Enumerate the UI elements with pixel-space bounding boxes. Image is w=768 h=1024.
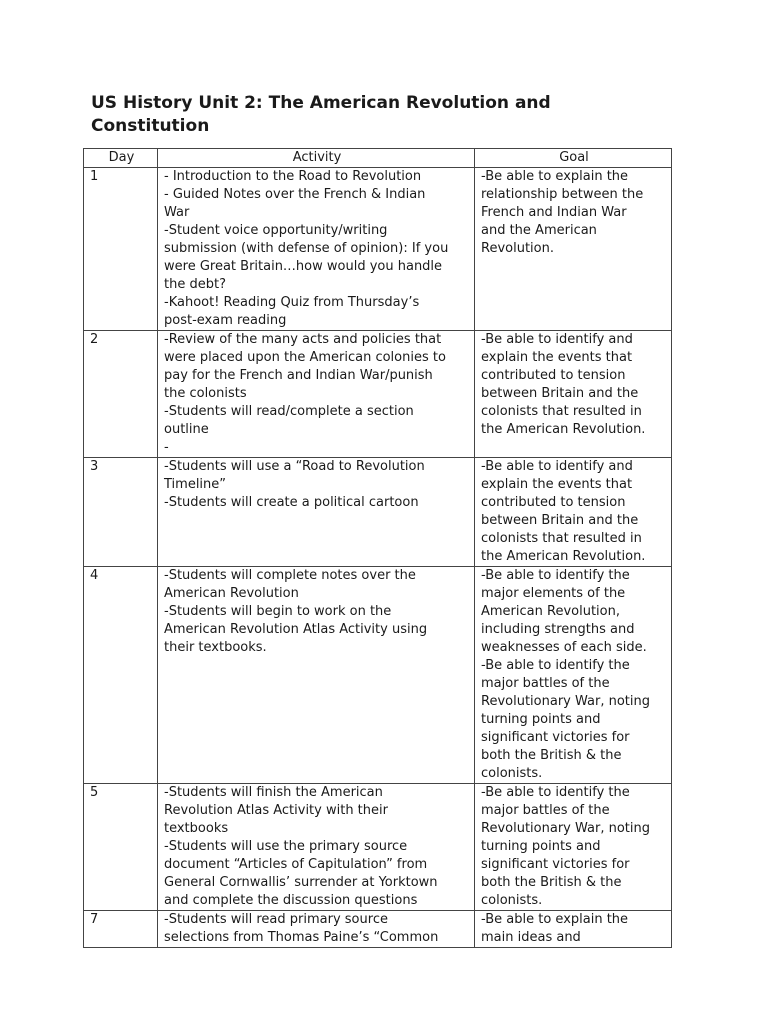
activity-line: the colonists [164,386,247,401]
activity-line: - Introduction to the Road to Revolution [164,169,422,184]
goal-line: both the British & the [481,875,622,890]
goal-line: between Britain and the [481,386,639,401]
goal-cell [475,458,672,567]
goal-cell [475,784,672,911]
page-title: US History Unit 2: The American Revolution and Constitution [91,93,551,136]
goal-line: significant victories for [481,857,630,872]
activity-line: -Students will create a political cartoon [164,495,419,510]
goal-line: -Be able to identify the [481,785,630,800]
table-row [84,168,672,331]
goal-line: French and Indian War [481,205,627,220]
goal-line: Revolutionary War, noting [481,821,650,836]
goal-line: and the American [481,223,597,238]
activity-line: -Students will complete notes over the [164,568,416,583]
goal-line: -Be able to explain the [481,169,629,184]
goal-line: relationship between the [481,187,644,202]
activity-line: -Students will finish the American [164,785,383,800]
goal-cell [475,911,672,948]
goal-line: turning points and [481,712,601,727]
goal-line: Revolutionary War, noting [481,694,650,709]
goal-line: main ideas and [481,930,581,945]
day-cell: 1 [84,168,158,331]
activity-line: War [164,205,190,220]
activity-line: textbooks [164,821,229,836]
goal-line: colonists. [481,766,543,781]
activity-cell [158,331,475,458]
day-cell: 7 [84,911,158,948]
goal-line: explain the events that [481,477,633,492]
table-row [84,911,672,948]
goal-line: Revolution. [481,241,554,256]
table-header-row [84,149,672,168]
goal-line: contributed to tension [481,368,626,383]
table-row [84,784,672,911]
goal-line: major battles of the [481,676,610,691]
activity-line: Timeline” [164,477,227,492]
goal-line: American Revolution, [481,604,620,619]
activity-line: were Great Britain…how would you handle [164,259,443,274]
activity-line: submission (with defense of opinion): If you [164,241,449,256]
goal-line: -Be able to explain the [481,912,629,927]
goal-line: the American Revolution. [481,422,646,437]
activity-cell [158,168,475,331]
activity-line: - Guided Notes over the French & Indian [164,187,426,202]
goal-line: colonists. [481,893,543,908]
activity-line: -Review of the many acts and policies that [164,332,442,347]
activity-cell [158,458,475,567]
goal-cell [475,567,672,784]
activity-line: pay for the French and Indian War/punish [164,368,433,383]
activity-cell [158,567,475,784]
day-cell: 3 [84,458,158,567]
activity-cell [158,911,475,948]
header-day: Day [84,149,158,168]
goal-line: -Be able to identify the [481,658,630,673]
activity-line: General Cornwallis’ surrender at Yorktown [164,875,438,890]
goal-line: -Be able to identify and [481,459,633,474]
activity-line: American Revolution Atlas Activity using [164,622,428,637]
activity-line: outline [164,422,209,437]
table-row [84,458,672,567]
goal-line: the American Revolution. [481,549,646,564]
day-cell: 4 [84,567,158,784]
goal-line: colonists that resulted in [481,404,642,419]
day-cell: 2 [84,331,158,458]
goal-line: turning points and [481,839,601,854]
activity-line: and complete the discussion questions [164,893,418,908]
goal-line: contributed to tension [481,495,626,510]
activity-line: -Students will read/complete a section [164,404,414,419]
goal-line: major battles of the [481,803,610,818]
activity-line: -Students will begin to work on the [164,604,392,619]
activity-line: - [164,440,169,455]
table-body [84,168,672,948]
goal-line: explain the events that [481,350,633,365]
activity-line: were placed upon the American colonies to [164,350,446,365]
goal-line: colonists that resulted in [481,531,642,546]
activity-line: -Student voice opportunity/writing [164,223,388,238]
activity-line: -Kahoot! Reading Quiz from Thursday’s [164,295,420,310]
goal-line: major elements of the [481,586,626,601]
goal-cell [475,331,672,458]
goal-line: significant victories for [481,730,630,745]
activity-line: selections from Thomas Paine’s “Common [164,930,439,945]
activity-cell [158,784,475,911]
activity-line: post-exam reading [164,313,287,328]
day-cell: 5 [84,784,158,911]
activity-line: -Students will read primary source [164,912,388,927]
goal-line: both the British & the [481,748,622,763]
goal-line: between Britain and the [481,513,639,528]
activity-line: the debt? [164,277,226,292]
schedule-table [83,148,672,948]
table-row [84,567,672,784]
goal-line: -Be able to identify and [481,332,633,347]
table-row [84,331,672,458]
header-activity: Activity [158,149,475,168]
activity-line: -Students will use a “Road to Revolution [164,459,425,474]
activity-line: -Students will use the primary source [164,839,408,854]
activity-line: Revolution Atlas Activity with their [164,803,388,818]
goal-line: including strengths and [481,622,635,637]
goal-line: weaknesses of each side. [481,640,647,655]
goal-line: -Be able to identify the [481,568,630,583]
activity-line: their textbooks. [164,640,267,655]
header-goal: Goal [475,149,672,168]
goal-cell [475,168,672,331]
activity-line: document “Articles of Capitulation” from [164,857,428,872]
activity-line: American Revolution [164,586,299,601]
